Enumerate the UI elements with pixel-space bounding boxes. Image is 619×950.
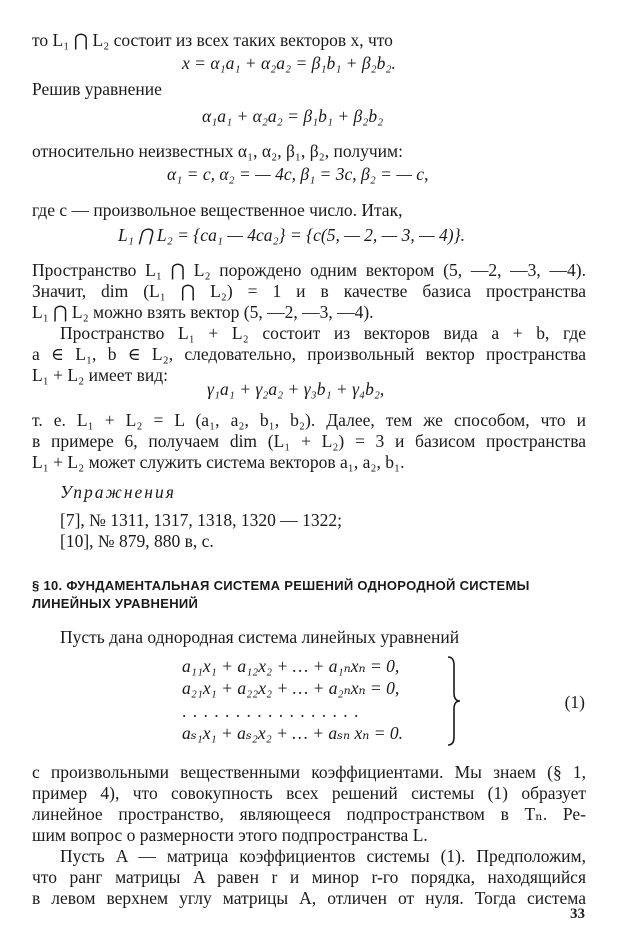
formula: x = α₁a₁ + α₂a₂ = β₁b₁ + β₂b₂. bbox=[182, 53, 396, 73]
text-line: в левом верхнем углу матрицы A, отличен от нуля. Тогда система bbox=[32, 888, 586, 908]
text-line: где c — произвольное вещественное число. Итак, bbox=[32, 200, 403, 220]
text-line: то L₁ ⋂ L₂ состоит из всех таких векторов x, что bbox=[32, 30, 393, 50]
text-line: L₁ + L₂ может служить система векторов a₁, a₂, b₁. bbox=[32, 452, 405, 472]
text-line: L₁ + L₂ имеет вид: bbox=[32, 365, 168, 385]
formula: L₁ ⋂ L₂ = {ca₁ — 4ca₂} = {c(5, — 2, — 3, — 4)}. bbox=[118, 225, 465, 245]
text-line: Значит, dim (L₁ ⋂ L₂) = 1 и в качестве базиса пространства bbox=[32, 281, 586, 301]
system-row: aₛ₁x₁ + aₛ₂x₂ + … + aₛₙ xₙ = 0. bbox=[182, 723, 404, 743]
text-line: линейное пространство, являющееся подпространством в Tₙ. Ре- bbox=[32, 804, 586, 824]
text-line: пример 4), что совокупность всех решений системы (1) образует bbox=[32, 783, 586, 803]
system-row: a₁₁x₁ + a₁₂x₂ + … + a₁ₙxₙ = 0, bbox=[182, 656, 400, 676]
text-line: a ∈ L₁, b ∈ L₂, следовательно, произвольный вектор пространства bbox=[32, 344, 586, 364]
text-line: что ранг матрицы A равен r и минор r-го порядка, находящийся bbox=[32, 867, 586, 887]
text-line: Пусть дана однородная система линейных уравнений bbox=[60, 627, 460, 647]
text-line: Пусть A — матрица коэффициентов системы (1). Предположим, bbox=[60, 846, 586, 866]
system-dots: . . . . . . . . . . . . . . . . . bbox=[182, 701, 360, 721]
formula: γ₁a₁ + γ₂a₂ + γ₃b₁ + γ₄b₂, bbox=[207, 379, 385, 399]
exercise-item: [10], № 879, 880 в, с. bbox=[60, 531, 214, 551]
formula: α₁a₁ + α₂a₂ = β₁b₁ + β₂b₂ bbox=[202, 106, 384, 126]
section-heading: § 10. ФУНДАМЕНТАЛЬНАЯ СИСТЕМА РЕШЕНИЙ ОДНОРОДНОЙ СИСТЕМЫ bbox=[32, 578, 530, 593]
text-line: относительно неизвестных α₁, α₂, β₁, β₂, получим: bbox=[32, 141, 403, 161]
exercises-title: Упражнения bbox=[60, 482, 176, 502]
text-line: в примере 6, получаем dim (L₁ + L₂) = 3 и базисом пространства bbox=[32, 431, 586, 451]
right-brace-icon bbox=[445, 655, 463, 747]
system-row: a₂₁x₁ + a₂₂x₂ + … + a₂ₙxₙ = 0, bbox=[182, 678, 400, 698]
text-line: L₁ ⋂ L₂ можно взять вектор (5, —2, —3, —4). bbox=[32, 302, 374, 322]
formula: α₁ = c, α₂ = — 4c, β₁ = 3c, β₂ = — c, bbox=[167, 164, 429, 184]
text-line: т. е. L₁ + L₂ = L (a₁, a₂, b₁, b₂). Далее, тем же способом, что и bbox=[32, 410, 586, 430]
section-heading: ЛИНЕЙНЫХ УРАВНЕНИЙ bbox=[32, 596, 199, 611]
text-line: шим вопрос о размерности этого подпространства L. bbox=[32, 825, 428, 845]
equation-number: (1) bbox=[564, 692, 585, 712]
text-line: с произвольными вещественными коэффициентами. Мы знаем (§ 1, bbox=[32, 762, 586, 782]
page-number: 33 bbox=[570, 906, 585, 922]
text-line: Решив уравнение bbox=[32, 79, 162, 99]
text-line: Пространство L₁ ⋂ L₂ порождено одним вектором (5, —2, —3, —4). bbox=[32, 260, 586, 280]
text-line: Пространство L₁ + L₂ состоит из векторов вида a + b, где bbox=[60, 323, 586, 343]
exercise-item: [7], № 1311, 1317, 1318, 1320 — 1322; bbox=[60, 510, 342, 530]
